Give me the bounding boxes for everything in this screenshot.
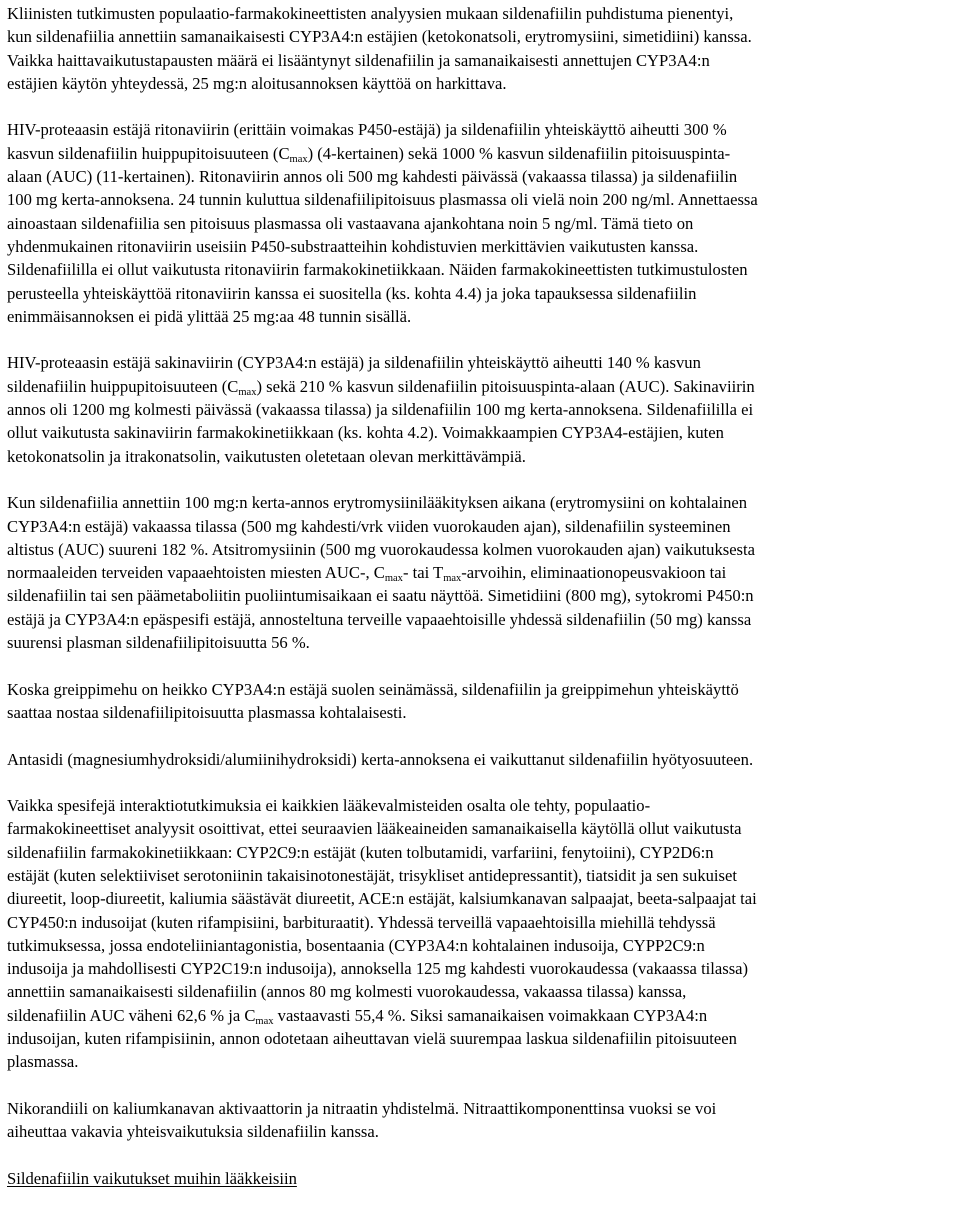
text-line bbox=[7, 421, 953, 444]
paragraph-spacer bbox=[7, 771, 953, 794]
text-line bbox=[7, 2, 953, 25]
text-line bbox=[7, 1097, 953, 1120]
text-line bbox=[7, 561, 953, 584]
text-segment: sildenafiilin AUC väheni 62,6 % ja C bbox=[7, 1005, 256, 1025]
text-segment: - tai T bbox=[402, 563, 444, 583]
text-line bbox=[7, 701, 953, 724]
text-segment: Kliinisten tutkimusten populaatio-farmakokineettisten analyysien mukaan sildenafiilin puhdistuma pienentyi, bbox=[7, 4, 734, 23]
text-line bbox=[7, 864, 953, 887]
paragraph-spacer bbox=[7, 328, 953, 351]
paragraph-p6 bbox=[7, 748, 953, 771]
text-line bbox=[7, 491, 953, 514]
text-segment: kun sildenafiilia annettiin samanaikaisesti CYP3A4:n estäjien (ketokonatsoli, erytromysiini, simetidiini) kanssa. bbox=[7, 27, 752, 47]
text-segment: annos oli 1200 mg kolmesti päivässä (vakaassa tilassa) ja sildenafiilin 100 mg kerta-annoksena. Sildenafiililla ei bbox=[7, 400, 754, 420]
text-line bbox=[7, 934, 953, 957]
text-segment: diureetit, loop-diureetit, kaliumia säästävät diureetit, ACE:n estäjät, kalsiumkanavan salpaajat, beeta-salpaajat tai bbox=[7, 889, 757, 909]
text-line bbox=[7, 584, 953, 607]
text-segment: -arvoihin, eliminaationopeusvakioon tai bbox=[461, 563, 727, 583]
text-line bbox=[7, 1004, 953, 1027]
paragraph-spacer bbox=[7, 1144, 953, 1167]
text-segment: ainoastaan sildenafiilia sen pitoisuus plasmassa oli vastaavana ajankohtana noin 5 ng/ml. Tämä tieto on bbox=[7, 213, 694, 233]
text-line bbox=[7, 1050, 953, 1073]
paragraph-p7 bbox=[7, 794, 953, 1074]
text-segment: estäjät (kuten selektiiviset serotoniinin takaisinotonestäjät, trisykliset antidepressantit), tiatsidit ja sen sukuiset bbox=[7, 865, 737, 885]
text-segment: ) (4-kertainen) sekä 1000 % kasvun sildenafiilin pitoisuuspinta- bbox=[307, 143, 731, 163]
text-line bbox=[7, 118, 953, 141]
document-page bbox=[7, 2, 953, 1190]
paragraph-spacer bbox=[7, 654, 953, 677]
text-line bbox=[7, 72, 953, 95]
text-line bbox=[7, 188, 953, 211]
text-line bbox=[7, 375, 953, 398]
text-segment: estäjien käytön yhteydessä, 25 mg:n aloitusannoksen käyttöä on harkittava. bbox=[7, 73, 507, 93]
paragraph-spacer bbox=[7, 95, 953, 118]
subscript: max bbox=[443, 573, 462, 585]
text-line bbox=[7, 49, 953, 72]
text-segment: estäjä ja CYP3A4:n epäspesifi estäjä, annosteltuna terveille vapaaehtoisille yhdessä sildenafiilin (50 mg) kanssa bbox=[7, 609, 752, 629]
text-line bbox=[7, 282, 953, 305]
section-heading: Sildenafiilin vaikutukset muihin lääkkeisiin bbox=[7, 1168, 297, 1188]
text-line bbox=[7, 1027, 953, 1050]
text-line bbox=[7, 1120, 953, 1143]
text-line bbox=[7, 305, 953, 328]
text-line bbox=[7, 142, 953, 165]
text-segment: Koska greippimehu on heikko CYP3A4:n estäjä suolen seinämässä, sildenafiilin ja greippimehun yhteiskäyttö bbox=[7, 679, 739, 699]
subscript: max bbox=[384, 573, 403, 585]
text-segment: Vaikka haittavaikutustapausten määrä ei lisääntynyt sildenafiilin ja samanaikaisesti annettujen CYP3A4:n bbox=[7, 50, 710, 70]
subscript: max bbox=[289, 153, 308, 165]
text-segment: aiheuttaa vakavia yhteisvaikutuksia sildenafiilin kanssa. bbox=[7, 1122, 379, 1142]
text-segment: altistus (AUC) suureni 182 %. Atsitromysiinin (500 mg vuorokaudessa kolmen vuorokauden ajan) vaikutuksesta bbox=[7, 539, 755, 559]
text-segment: 100 mg kerta-annoksena. 24 tunnin kuluttua sildenafiilipitoisuus plasmassa oli vielä noin 200 ng/ml. Annettaessa bbox=[7, 190, 758, 210]
text-line bbox=[7, 515, 953, 538]
document-body bbox=[7, 2, 953, 1167]
text-line bbox=[7, 165, 953, 188]
text-segment: Antasidi (magnesiumhydroksidi/alumiinihydroksidi) kerta-annoksena ei vaikuttanut sildenafiilin hyötyosuuteen. bbox=[7, 749, 754, 769]
paragraph-p5 bbox=[7, 678, 953, 725]
text-segment: Kun sildenafiilia annettiin 100 mg:n kerta-annos erytromysiinilääkityksen aikana (erytromysiini on kohtalainen bbox=[7, 493, 748, 513]
text-segment: farmakokineettiset analyysit osoittivat, ettei seuraavien lääkeaineiden samanaikaisella käytöllä ollut vaikutusta bbox=[7, 819, 742, 839]
text-segment: Sildenafiililla ei ollut vaikutusta ritonaviirin farmakokinetiikkaan. Näiden farmakokineettisten tutkimustulosten bbox=[7, 260, 748, 280]
text-line bbox=[7, 608, 953, 631]
text-line bbox=[7, 841, 953, 864]
text-segment: HIV-proteaasin estäjä ritonaviirin (erittäin voimakas P450-estäjä) ja sildenafiilin yhteiskäyttö aiheutti 300 % bbox=[7, 120, 727, 140]
text-segment: suurensi plasman sildenafiilipitoisuutta 56 %. bbox=[7, 633, 310, 653]
text-segment: CYP450:n indusoijat (kuten rifampisiini, barbituraatit). Yhdessä terveillä vapaaehtoisilla miehillä tehdyssä bbox=[7, 912, 716, 932]
text-segment: ) sekä 210 % kasvun sildenafiilin pitoisuuspinta-alaan (AUC). Sakinaviirin bbox=[256, 376, 755, 396]
text-segment: yhdenmukainen ritonaviirin useisiin P450-substraatteihin kohdistuvien merkittävien vaikutusten kanssa. bbox=[7, 236, 699, 256]
text-line bbox=[7, 398, 953, 421]
text-line bbox=[7, 678, 953, 701]
text-line bbox=[7, 887, 953, 910]
text-segment: tutkimuksessa, jossa endoteliiniantagonistia, bosentaania (CYP3A4:n kohtalainen indusoija, CYPP2C9:n bbox=[7, 935, 705, 955]
text-segment: sildenafiilin huippupitoisuuteen (C bbox=[7, 376, 239, 396]
text-segment: plasmassa. bbox=[7, 1052, 79, 1072]
text-segment: ollut vaikutusta sakinaviirin farmakokinetiikkaan (ks. kohta 4.2). Voimakkaampien CYP3A4-estäjien, kuten bbox=[7, 423, 724, 443]
paragraph-p2 bbox=[7, 118, 953, 328]
text-segment: sildenafiilin farmakokinetiikkaan: CYP2C9:n estäjät (kuten tolbutamidi, varfariini, fenytoiini), CYP2D6:n bbox=[7, 842, 714, 862]
subscript: max bbox=[238, 386, 257, 398]
paragraph-p4 bbox=[7, 491, 953, 654]
text-segment: sildenafiilin tai sen päämetaboliitin puoliintumisaikaan ei saatu näyttöä. Simetidiini (800 mg), sytokromi P450:n bbox=[7, 586, 754, 606]
text-segment: annettiin samanaikaisesti sildenafiilin (annos 80 mg kolmesti vuorokaudessa, vakaassa tilassa) kanssa, bbox=[7, 982, 687, 1002]
subscript: max bbox=[255, 1015, 274, 1027]
text-segment: CYP3A4:n estäjä) vakaassa tilassa (500 mg kahdesti/vrk viiden vuorokauden ajan), sildenafiilin systeeminen bbox=[7, 516, 731, 536]
text-segment: kasvun sildenafiilin huippupitoisuuteen (C bbox=[7, 143, 290, 163]
text-segment: ketokonatsolin ja itrakonatsolin, vaikutusten oletetaan olevan merkittävämpiä. bbox=[7, 446, 526, 466]
text-segment: perusteella yhteiskäyttöä ritonaviirin kanssa ei suositella (ks. kohta 4.4) ja joka tapauksessa sildenafiilin bbox=[7, 283, 697, 303]
text-line bbox=[7, 212, 953, 235]
paragraph-p8 bbox=[7, 1097, 953, 1144]
text-line bbox=[7, 258, 953, 281]
text-line bbox=[7, 794, 953, 817]
text-segment: Nikorandiili on kaliumkanavan aktivaattorin ja nitraatin yhdistelmä. Nitraattikomponenttinsa vuoksi se voi bbox=[7, 1098, 717, 1118]
text-segment: indusoijan, kuten rifampisiinin, annon odotetaan aiheuttavan vielä suurempaa laskua sildenafiilin pitoisuuteen bbox=[7, 1029, 737, 1049]
text-line bbox=[7, 235, 953, 258]
paragraph-p3 bbox=[7, 351, 953, 467]
text-segment: enimmäisannoksen ei pidä ylittää 25 mg:aa 48 tunnin sisällä. bbox=[7, 306, 412, 326]
text-segment: Vaikka spesifejä interaktiotutkimuksia ei kaikkien lääkevalmisteiden osalta ole tehty, populaatio- bbox=[7, 796, 651, 816]
text-line bbox=[7, 957, 953, 980]
paragraph-p1 bbox=[7, 2, 953, 95]
text-segment: alaan (AUC) (11-kertainen). Ritonaviirin annos oli 500 mg kahdesti päivässä (vakaassa tilassa) ja sildenafiilin bbox=[7, 167, 738, 187]
text-line bbox=[7, 980, 953, 1003]
text-line bbox=[7, 351, 953, 374]
text-line bbox=[7, 631, 953, 654]
text-segment: vastaavasti 55,4 %. Siksi samanaikaisen voimakkaan CYP3A4:n bbox=[273, 1005, 708, 1025]
text-segment: indusoija ja mahdollisesti CYP2C19:n indusoija), annoksella 125 mg kahdesti vuorokaudessa (vakaassa tilassa) bbox=[7, 959, 749, 979]
paragraph-spacer bbox=[7, 468, 953, 491]
text-line bbox=[7, 817, 953, 840]
paragraph-spacer bbox=[7, 1074, 953, 1097]
text-line bbox=[7, 445, 953, 468]
text-line bbox=[7, 25, 953, 48]
text-line bbox=[7, 748, 953, 771]
text-line bbox=[7, 911, 953, 934]
text-segment: normaaleiden terveiden vapaaehtoisten miesten AUC-, C bbox=[7, 563, 385, 583]
paragraph-spacer bbox=[7, 724, 953, 747]
text-line bbox=[7, 538, 953, 561]
text-segment: saattaa nostaa sildenafiilipitoisuutta plasmassa kohtalaisesti. bbox=[7, 702, 407, 722]
text-segment: HIV-proteaasin estäjä sakinaviirin (CYP3A4:n estäjä) ja sildenafiilin yhteiskäyttö aiheutti 140 % kasvun bbox=[7, 353, 701, 373]
